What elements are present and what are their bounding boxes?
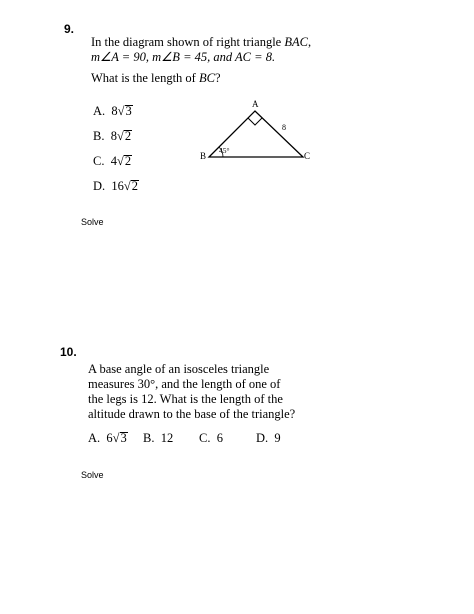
q9-solve-label: Solve — [81, 217, 104, 227]
triangle-diagram — [195, 95, 325, 170]
question-9-line-2: m∠A = 90, m∠B = 45, and AC = 8. — [91, 50, 276, 64]
q9-option-d[interactable]: D. 16√2 — [93, 179, 139, 193]
question-10-text: A base angle of an isosceles triangle measures 30°, and the length of one of the legs is 12. What is the length of the altitude drawn to the base of the triangle? — [88, 362, 296, 421]
radical-sign-icon: √ — [117, 104, 125, 118]
question-9-line-1: In the diagram shown of right triangle BAC, — [91, 35, 312, 49]
right-angle-mark — [248, 118, 262, 125]
q10-option-b[interactable]: B. 12 — [143, 431, 174, 445]
angle-b-label: 45° — [219, 146, 230, 155]
q9-option-a[interactable]: A. 8√3 — [93, 104, 132, 118]
radical-sign-icon: √ — [123, 179, 131, 193]
radical-sign-icon: √ — [116, 129, 124, 143]
vertex-a-label: A — [252, 99, 259, 109]
radical-sign-icon: √ — [112, 431, 120, 445]
vertex-b-label: B — [200, 151, 207, 161]
triangle-name: BAC — [284, 35, 308, 49]
question-9-number: 9. — [64, 22, 75, 36]
q9-option-c[interactable]: C. 4√2 — [93, 154, 132, 168]
question-9-prompt: What is the length of BC? — [91, 71, 221, 85]
q10-option-c[interactable]: C. 6 — [199, 431, 223, 445]
q10-option-d[interactable]: D. 9 — [256, 431, 281, 445]
side-ac-label: 8 — [282, 123, 286, 132]
q9-option-b[interactable]: B. 8√2 — [93, 129, 132, 143]
radical-sign-icon: √ — [116, 154, 124, 168]
q10-solve-label: Solve — [81, 470, 104, 480]
vertex-c-label: C — [304, 151, 311, 161]
q10-option-a[interactable]: A. 6√3 — [88, 431, 127, 445]
question-10-number: 10. — [60, 345, 77, 359]
